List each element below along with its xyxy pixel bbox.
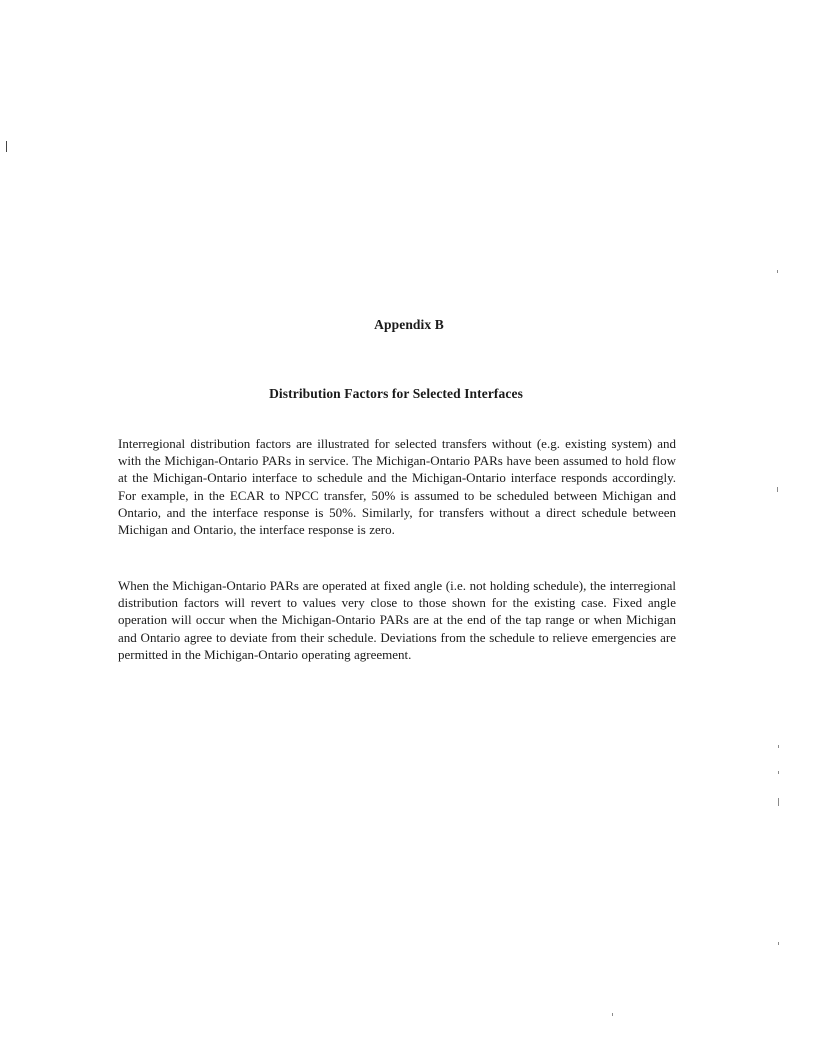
appendix-title: Appendix B xyxy=(374,317,444,332)
scan-artifact xyxy=(778,942,779,945)
scan-artifact xyxy=(778,798,779,806)
scan-artifact xyxy=(6,141,7,152)
scan-artifact xyxy=(777,270,778,273)
scan-artifact xyxy=(777,487,778,492)
section-title: Distribution Factors for Selected Interfaces xyxy=(269,386,523,401)
scan-artifact xyxy=(612,1013,613,1016)
scan-artifact xyxy=(778,745,779,748)
body-paragraph: Interregional distribution factors are illustrated for selected transfers without (e.g. existing system) and with the Michigan-Ontario PARs in service. The Michigan-Ontario PARs have been assumed to hold flow at the Michigan-Ontario interface to schedule and the Michigan-Ontario interface responds accordingly. For example, in the ECAR to NPCC transfer, 50% is assumed to be scheduled between Michigan and Ontario, and the interface response is 50%. Similarly, for transfers without a direct schedule between Michigan and Ontario, the interface response is zero. xyxy=(118,436,676,538)
body-paragraph: When the Michigan-Ontario PARs are operated at fixed angle (i.e. not holding schedule), the interregional distribution factors will revert to values very close to those shown for the existing case. Fixed angle operation will occur when the Michigan-Ontario PARs are at the end of the tap range or when Michigan and Ontario agree to deviate from their schedule. Deviations from the schedule to relieve emergencies are permitted in the Michigan-Ontario operating agreement. xyxy=(118,578,676,662)
scan-artifact xyxy=(778,771,779,774)
